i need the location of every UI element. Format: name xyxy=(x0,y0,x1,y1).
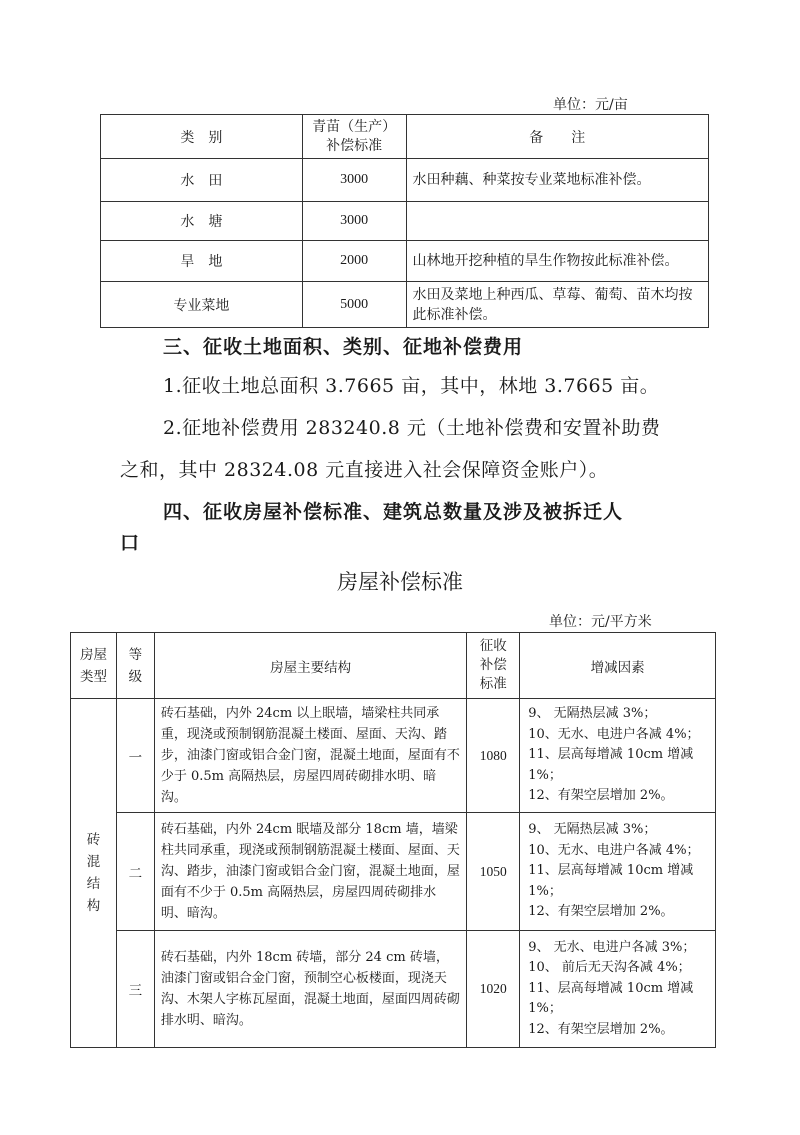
factor-item: 11、层高每增减 10cm 增减 1%； xyxy=(528,980,694,1017)
section3-heading: 三、征收土地面积、类别、征地补偿费用 xyxy=(163,336,524,358)
header-standard-line2: 补偿标准 xyxy=(326,137,383,154)
header-house-type-l2: 类型 xyxy=(79,668,107,685)
house-type-char: 混 xyxy=(86,854,101,870)
table2-title: 房屋补偿标准 xyxy=(337,570,463,594)
structure-cell: 砖石基础，内外 18cm 砖墙，部分 24 cm 砖墙，油漆门窗或铝合金门窗，预制空心板楼面，现浇天沟、木架人字栋瓦屋面，混凝土地面，屋面四周砖砌排水明、暗沟。 xyxy=(154,931,466,1048)
table-row xyxy=(71,813,716,931)
header-standard-l2: 补偿 xyxy=(479,657,507,673)
factor-item: 10、无水、电进户各减 4%； xyxy=(528,842,700,858)
header-standard xyxy=(302,115,406,159)
house-type-char: 砖 xyxy=(86,832,101,848)
factor-item: 12、有架空层增加 2%。 xyxy=(528,904,674,920)
factor-item: 12、有架空层增加 2%。 xyxy=(528,788,674,804)
factor-item: 9、 无隔热层减 3%； xyxy=(528,706,657,722)
table-row xyxy=(101,202,709,241)
structure-cell: 砖石基础，内外 24cm 以上眠墙，墙梁柱共同承重，现浇或预制钢筋混凝土楼面、屋面、天沟、踏步，油漆门窗或铝合金门窗，混凝土地面，屋面有不少于 0.5m 高隔热层，房屋四周砖砌排水明、暗沟。 xyxy=(154,699,466,813)
factor-item: 10、无水、电进户各减 4%； xyxy=(528,726,700,742)
section3-item1: 1.征收土地总面积 3.7665 亩，其中，林地 3.7665 亩。 xyxy=(163,375,660,397)
section4-heading-line1: 四、征收房屋补偿标准、建筑总数量及涉及被拆迁人 xyxy=(163,501,624,523)
house-type-cell xyxy=(71,699,117,1048)
row-remark: 水田及菜地上种西瓜、草莓、葡萄、苗木均按此标准补偿。 xyxy=(406,282,709,328)
factor-item: 12、有架空层增加 2%。 xyxy=(528,1021,674,1037)
header-factors: 增减因素 xyxy=(520,633,716,699)
header-grade-l2: 级 xyxy=(128,668,143,685)
factor-item: 11、层高每增减 10cm 增减 1%； xyxy=(528,863,694,899)
house-type-char: 构 xyxy=(86,898,101,914)
header-category: 类 别 xyxy=(101,115,303,159)
header-house-type-l1: 房屋 xyxy=(79,646,107,663)
row-category: 专业菜地 xyxy=(101,282,303,328)
row-value: 5000 xyxy=(302,282,406,328)
table-row xyxy=(71,699,716,813)
row-remark xyxy=(406,202,709,241)
grade-cell: 二 xyxy=(116,813,154,931)
table1-unit: 单位：元/亩 xyxy=(553,97,628,113)
header-standard-l3: 标准 xyxy=(479,676,507,692)
header-standard xyxy=(467,633,520,699)
factor-item: 9、 无隔热层减 3%； xyxy=(528,822,657,838)
seedling-compensation-table xyxy=(100,114,709,328)
header-standard-l1: 征收 xyxy=(479,638,507,654)
house-type-char: 结 xyxy=(86,876,101,892)
factors-cell xyxy=(520,699,716,813)
table-row xyxy=(71,931,716,1048)
table-row xyxy=(101,282,709,328)
standard-value: 1020 xyxy=(467,931,520,1048)
table-row xyxy=(101,159,709,202)
factors-cell xyxy=(520,813,716,931)
header-standard-line1: 青苗（生产） xyxy=(312,118,397,135)
section4-heading-line2: 口 xyxy=(120,532,141,554)
factors-cell xyxy=(520,931,716,1048)
house-compensation-table xyxy=(70,632,716,1048)
header-house-type xyxy=(71,633,117,699)
header-grade xyxy=(116,633,154,699)
row-remark: 山林地开挖种植的旱生作物按此标准补偿。 xyxy=(406,241,709,282)
row-remark: 水田种藕、种菜按专业菜地标准补偿。 xyxy=(406,159,709,202)
structure-cell: 砖石基础，内外 24cm 眠墙及部分 18cm 墙，墙梁柱共同承重，现浇或预制钢筋混凝土楼面、屋面、天沟、踏步，油漆门窗或铝合金门窗，混凝土地面，屋面有不少于 0.5m 高隔热层，房屋四周砖砌排水明、暗沟。 xyxy=(154,813,466,931)
grade-cell: 一 xyxy=(116,699,154,813)
table2-unit: 单位：元/平方米 xyxy=(549,614,652,630)
grade-cell: 三 xyxy=(116,931,154,1048)
standard-value: 1050 xyxy=(467,813,520,931)
section3-item2-line1: 2.征地补偿费用 283240.8 元（土地补偿费和安置补助费 xyxy=(163,417,661,439)
standard-value: 1080 xyxy=(467,699,520,813)
row-value: 3000 xyxy=(302,159,406,202)
row-category: 水 田 xyxy=(101,159,303,202)
header-grade-l1: 等 xyxy=(128,646,143,663)
factor-item: 9、 无水、电进户各减 3%； xyxy=(528,939,696,955)
section3-item2-line2: 之和，其中 28324.08 元直接进入社会保障资金账户）。 xyxy=(120,459,609,481)
row-value: 2000 xyxy=(302,241,406,282)
header-structure: 房屋主要结构 xyxy=(154,633,466,699)
factor-item: 10、 前后无天沟各减 4%； xyxy=(528,960,691,976)
header-remark: 备 注 xyxy=(406,115,709,159)
row-category: 水 塘 xyxy=(101,202,303,241)
factor-item: 11、层高每增减 10cm 增减 1%； xyxy=(528,747,694,783)
row-value: 3000 xyxy=(302,202,406,241)
row-category: 旱 地 xyxy=(101,241,303,282)
table-row xyxy=(101,241,709,282)
